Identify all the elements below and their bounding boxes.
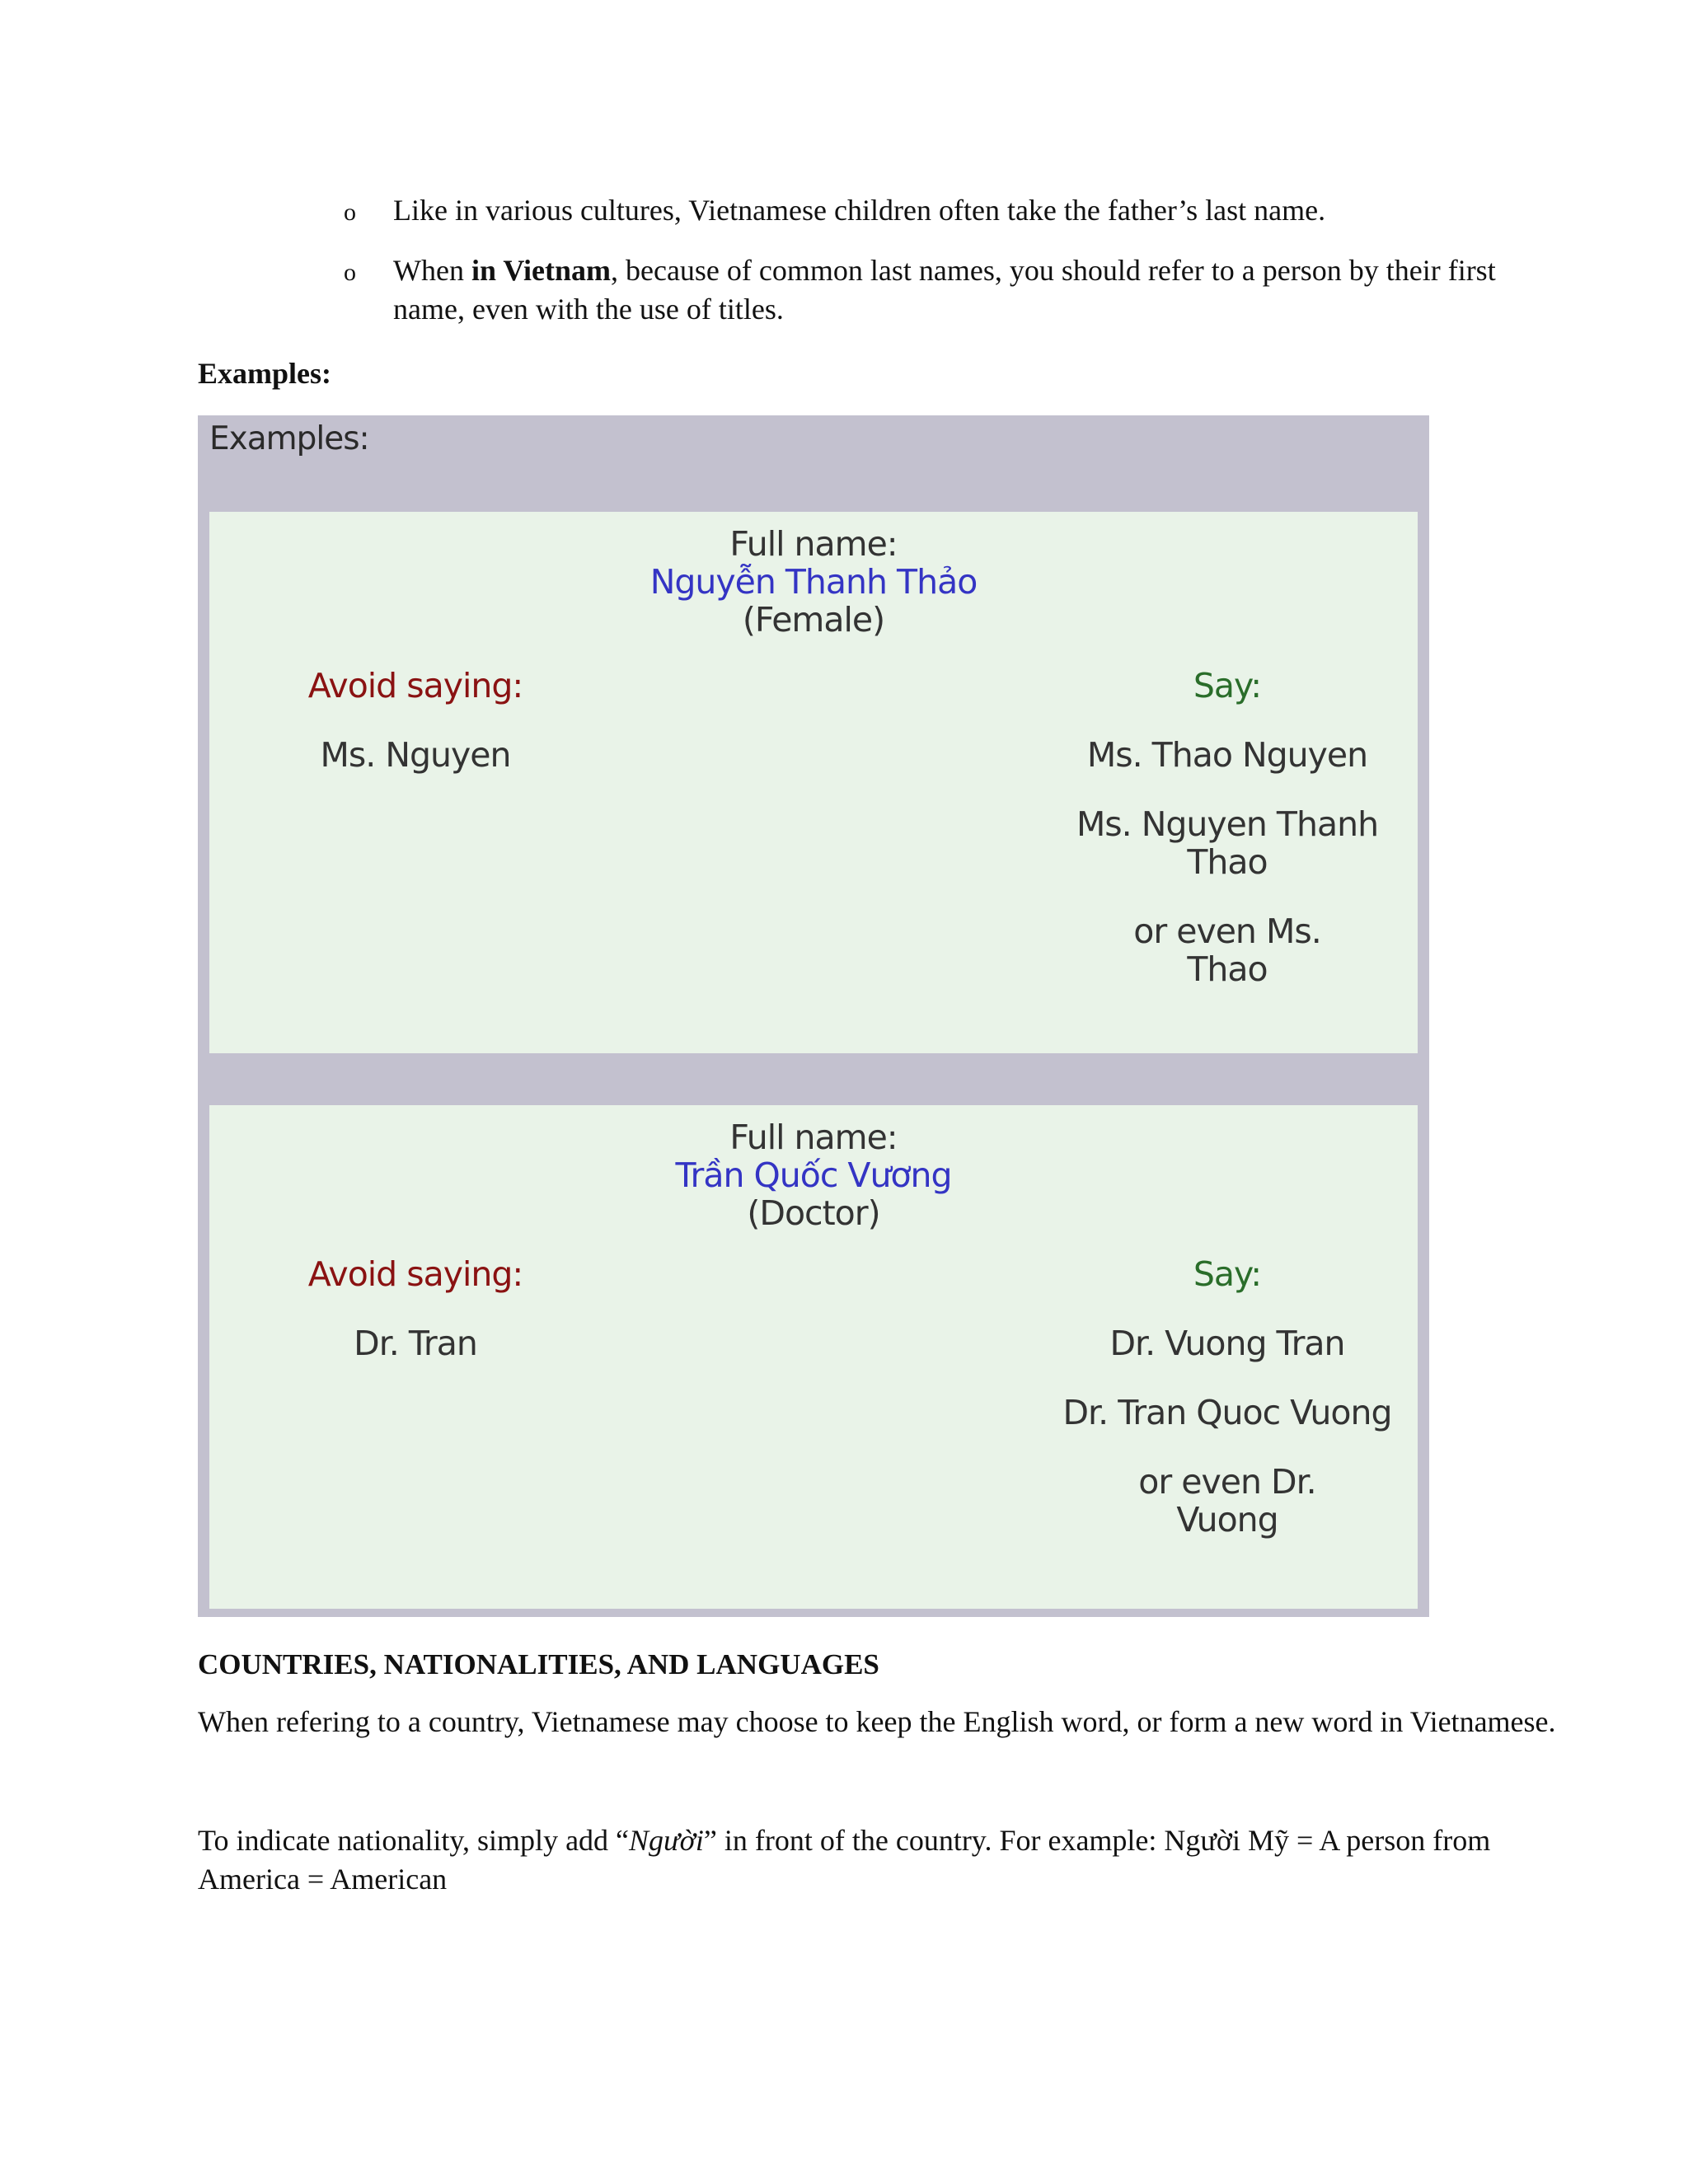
bullet-text-suffix: , because of common last names, you should refer to a person by their first name, even with the use of titles. [393, 254, 1496, 326]
paragraph-text-before: To indicate nationality, simply add “ [198, 1824, 630, 1857]
say-label: Say: [1193, 1254, 1262, 1294]
avoid-column [209, 1255, 621, 1362]
bullet-list [334, 191, 1554, 350]
bullet-marker: o [344, 259, 356, 286]
avoid-column [209, 667, 621, 774]
bullet-text-bold: in Vietnam [471, 254, 611, 287]
examples-figure [198, 415, 1429, 1617]
full-name-label: Full name: [729, 1118, 898, 1157]
examples-heading: Examples: [198, 357, 331, 390]
avoid-option: Dr. Tran [354, 1324, 477, 1363]
paragraph-nationality [198, 1821, 1550, 1899]
say-option: Dr. Tran Quoc Vuong [1062, 1393, 1392, 1432]
say-option: or even Dr. Vuong [1138, 1462, 1316, 1540]
section-heading: COUNTRIES, NATIONALITIES, AND LANGUAGES [198, 1648, 879, 1680]
say-option: Ms. Thao Nguyen [1086, 735, 1368, 775]
full-name-value: Nguyễn Thanh Thảo [649, 562, 978, 602]
full-name-descriptor: (Female) [742, 600, 885, 640]
say-option: Ms. Nguyen Thanh Thao [1076, 804, 1379, 882]
paragraph-text-italic: Người [629, 1824, 704, 1857]
bullet-text [393, 254, 1496, 326]
avoid-option: Ms. Nguyen [320, 735, 511, 775]
say-option: Dr. Vuong Tran [1109, 1324, 1345, 1363]
bullet-text-prefix: When [393, 254, 471, 287]
say-option: or even Ms. Thao [1133, 912, 1321, 989]
example-panel-female [209, 512, 1418, 1053]
full-name-block [209, 1118, 1418, 1232]
full-name-block [209, 525, 1418, 639]
avoid-label: Avoid saying: [307, 666, 523, 705]
bullet-item [334, 191, 1554, 230]
avoid-label: Avoid saying: [307, 1254, 523, 1294]
full-name-label: Full name: [729, 524, 898, 564]
say-column [1025, 667, 1429, 988]
paragraph-countries: When refering to a country, Vietnamese may choose to keep the English word, or form a new word in Vietnamese. [198, 1705, 1556, 1738]
full-name-descriptor: (Doctor) [747, 1193, 880, 1233]
full-name-value: Trần Quốc Vương [675, 1155, 952, 1195]
bullet-marker: o [344, 199, 356, 226]
bullet-text: Like in various cultures, Vietnamese children often take the father’s last name. [393, 194, 1326, 227]
bullet-item [334, 251, 1554, 329]
paragraph-text-after: ” in front of the country. For example: Người Mỹ = A person from America = American [198, 1824, 1491, 1896]
say-label: Say: [1193, 666, 1262, 705]
say-column [1025, 1255, 1429, 1539]
example-panel-doctor [209, 1105, 1418, 1609]
figure-title: Examples: [209, 420, 369, 457]
